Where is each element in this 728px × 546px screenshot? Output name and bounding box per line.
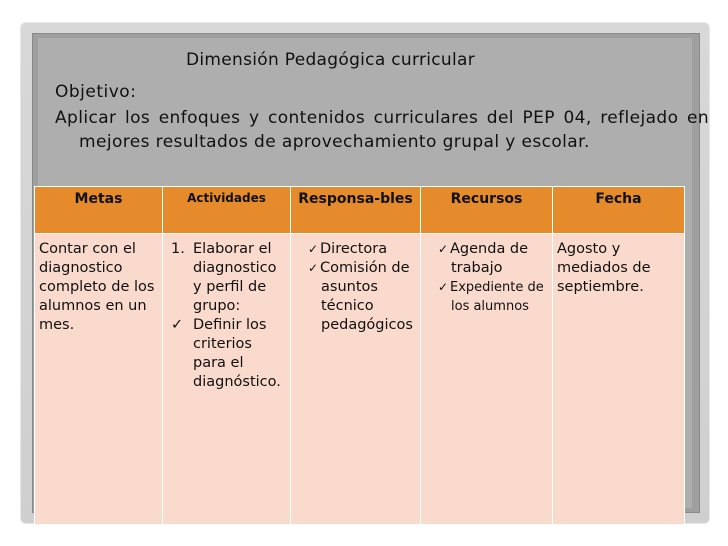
activity-text-2: Definir los criterios para el diagnóstico.	[193, 317, 281, 390]
list-item: ✓ Expediente de los alumnos	[438, 280, 544, 314]
checkmark-icon: ✓	[308, 261, 319, 275]
checkmark-icon: ✓	[171, 317, 184, 333]
activity-item-2	[167, 316, 287, 392]
plan-table	[34, 186, 685, 525]
checkmark-icon: ✓	[438, 242, 449, 256]
activity-text-1: Elaborar el diagnostico y perfil de grupo:	[193, 241, 277, 314]
cell-actividades	[163, 234, 291, 525]
header-metas: Metas	[35, 187, 163, 234]
list-item: ✓ Agenda de trabajo	[438, 241, 529, 276]
checkmark-icon: ✓	[308, 242, 319, 256]
header-responsables: Responsa-bles	[291, 187, 421, 234]
slide-title: Dimensión Pedagógica curricular	[186, 50, 476, 70]
cell-fecha: Agosto y mediados de septiembre.	[553, 234, 685, 525]
table-header-row	[35, 187, 685, 234]
objective-text: Aplicar los enfoques y contenidos curriculares del PEP 04, reflejado en mejores resultados de aprovechamiento grupal y escolar.	[55, 108, 709, 152]
list-number: 1.	[171, 241, 185, 257]
table-row	[35, 234, 685, 525]
cell-responsables	[291, 234, 421, 525]
header-actividades: Actividades	[163, 187, 291, 234]
list-item: ✓ Directora	[308, 241, 388, 257]
header-recursos: Recursos	[421, 187, 553, 234]
activity-item-1	[167, 240, 287, 316]
objective-label: Objetivo:	[55, 82, 137, 102]
cell-recursos	[421, 234, 553, 525]
list-item: ✓ Comisión de asuntos técnico pedagógicos	[308, 260, 413, 333]
header-fecha: Fecha	[553, 187, 685, 234]
checkmark-icon: ✓	[438, 280, 449, 294]
cell-metas: Contar con el diagnostico completo de los alumnos en un mes.	[35, 234, 163, 525]
